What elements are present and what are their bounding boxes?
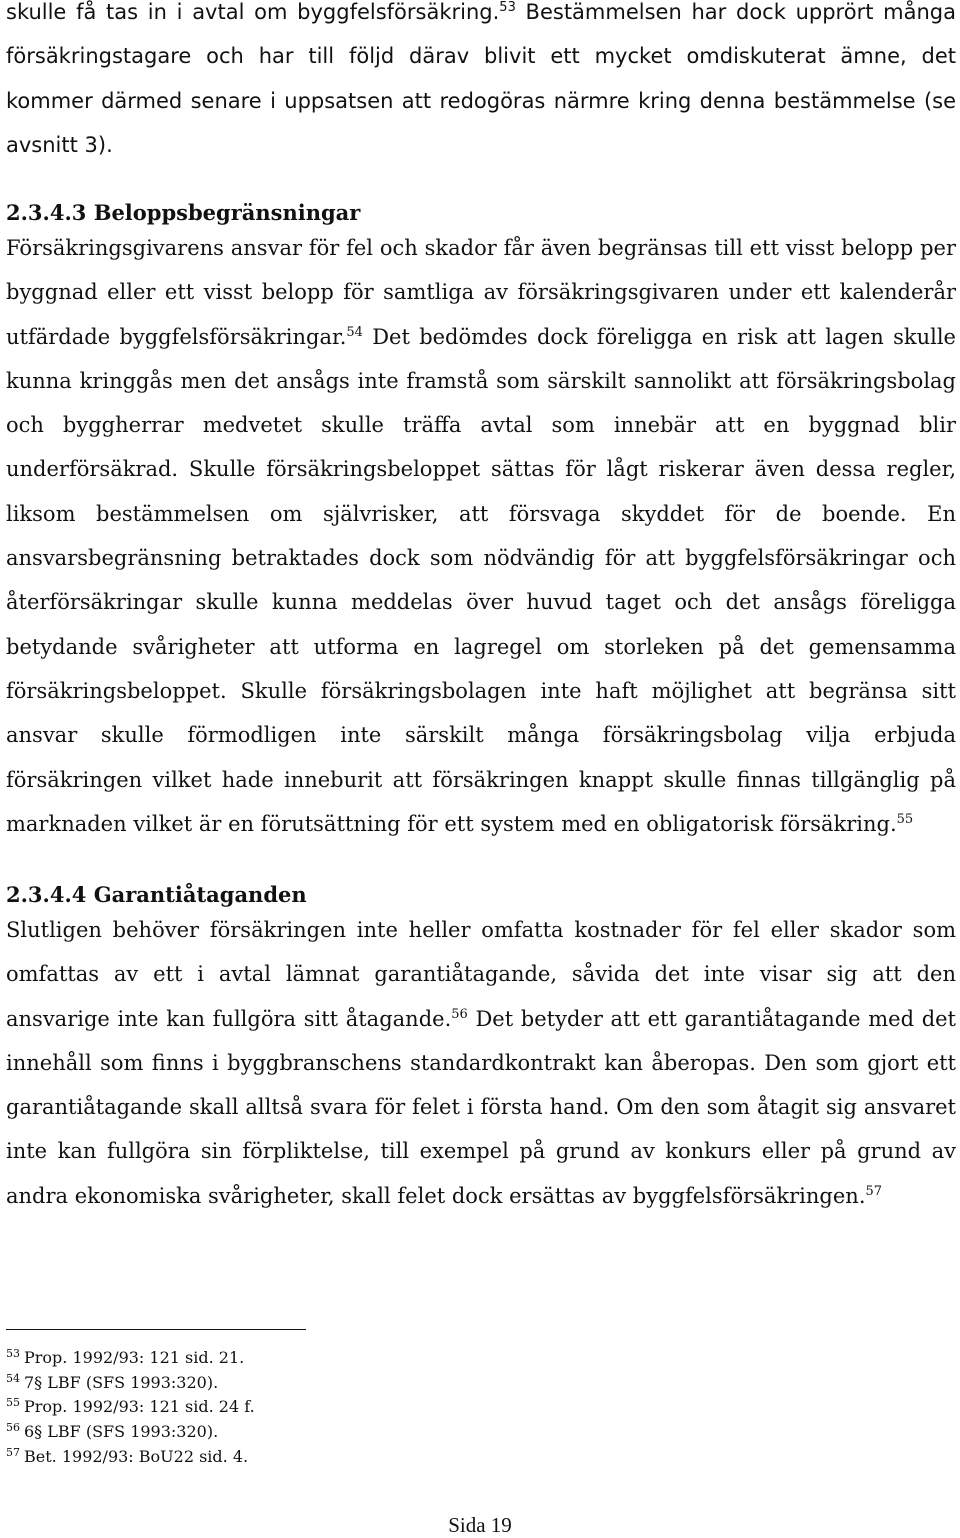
section-paragraph-garantiataganden	[6, 908, 956, 1218]
section1-text-part2: Det bedömdes dock föreligga en risk att lagen skulle kunna kringgås men det ansågs inte framstå som särskilt sannolikt att försäkringsbolag och byggherrar medvetet skulle träffa avtal som innebär att en byggnad blir underförsäkrad. Skulle försäkringsbeloppet sättas för lågt riskerar även dessa regler, liksom bestämmelsen om självrisker, att försvaga skyddet för de boende. En ansvarsbegränsning betraktades dock som nödvändig för att byggfelsförsäkringar och återförsäkringar skulle kunna meddelas över huvud taget och det ansågs föreligga betydande svårigheter att utforma en lagregel om storleken på det gemensamma försäkringsbeloppet. Skulle försäkringsbolagen inte haft möjlighet att begränsa sitt ansvar skulle förmodligen inte särskilt många försäkringsbolag vilja erbjuda försäkringen vilket hade inneburit att försäkringen knappt skulle finnas tillgänglig på marknaden vilket är en förutsättning för ett system med en obligatorisk försäkring.	[6, 324, 956, 836]
footnote-number: 53	[6, 1347, 20, 1360]
footnote-text: 6§ LBF (SFS 1993:320).	[24, 1422, 219, 1442]
footnote-text: Prop. 1992/93: 121 sid. 24 f.	[24, 1397, 255, 1417]
intro-paragraph	[6, 0, 956, 167]
footnote-number: 55	[6, 1396, 20, 1410]
footnote-number: 56	[6, 1421, 20, 1435]
section2-text-part1: Slutligen behöver försäkringen inte heller omfatta kostnader för fel eller skador som omfattas av ett i avtal lämnat garantiåtagande, såvida det inte visar sig att den ansvarige inte kan fullgöra sitt åtagande.	[6, 918, 956, 1031]
section2-text-part2: Det betyder att ett garantiåtagande med det innehåll som finns i byggbranschens standardkontrakt kan åberopas. Den som gjort ett garantiåtagande skall alltså svara för felet i första hand. Om den som åtagit sig ansvaret inte kan fullgöra sin förpliktelse, till exempel på grund av konkurs eller på grund av andra ekonomiska svårigheter, skall felet dock ersättas av byggfelsförsäkringen.	[6, 1006, 957, 1208]
footnote-ref-53[interactable]: 53	[499, 0, 516, 15]
section1-text-part1: Försäkringsgivarens ansvar för fel och skador får även begränsas till ett visst belopp per byggnad eller ett visst belopp för samtliga av försäkringsgivaren under ett kalenderår utfärdade byggfelsförsäkringar.	[6, 236, 956, 349]
page-number: Sida 19	[448, 1513, 512, 1537]
section-heading-beloppsbegransningar: 2.3.4.3 Beloppsbegränsningar	[6, 200, 361, 225]
footnotes	[6, 1346, 255, 1470]
footnote-57	[6, 1445, 255, 1470]
footnote-ref-54[interactable]: 54	[346, 324, 363, 340]
footnote-ref-57[interactable]: 57	[865, 1183, 883, 1199]
footnote-54	[6, 1371, 255, 1396]
footnote-number: 54	[6, 1371, 20, 1385]
footnote-ref-55[interactable]: 55	[896, 811, 914, 827]
footnote-text: Prop. 1992/93: 121 sid. 21.	[24, 1348, 245, 1367]
footnote-divider	[6, 1329, 306, 1330]
section-paragraph-beloppsbegransningar	[6, 226, 956, 846]
footnote-56	[6, 1420, 255, 1445]
footnote-number: 57	[6, 1445, 20, 1459]
footnote-text: Bet. 1992/93: BoU22 sid. 4.	[24, 1446, 249, 1466]
intro-text-start: skulle få tas in i avtal om byggfelsförsäkring.	[6, 0, 500, 24]
footnote-53	[6, 1346, 255, 1371]
intro-text-end: Bestämmelsen har dock upprört många försäkringstagare och har till följd därav blivit ett mycket omdiskuterat ämne, det kommer därmed senare i uppsatsen att redogöras närmre kring denna bestämmelse (se avsnitt 3).	[6, 0, 956, 157]
section-heading-garantiataganden: 2.3.4.4 Garantiåtaganden	[6, 882, 307, 907]
footnote-ref-56[interactable]: 56	[451, 1006, 468, 1022]
footnote-text: 7§ LBF (SFS 1993:320).	[24, 1372, 219, 1392]
footnote-55	[6, 1395, 255, 1420]
